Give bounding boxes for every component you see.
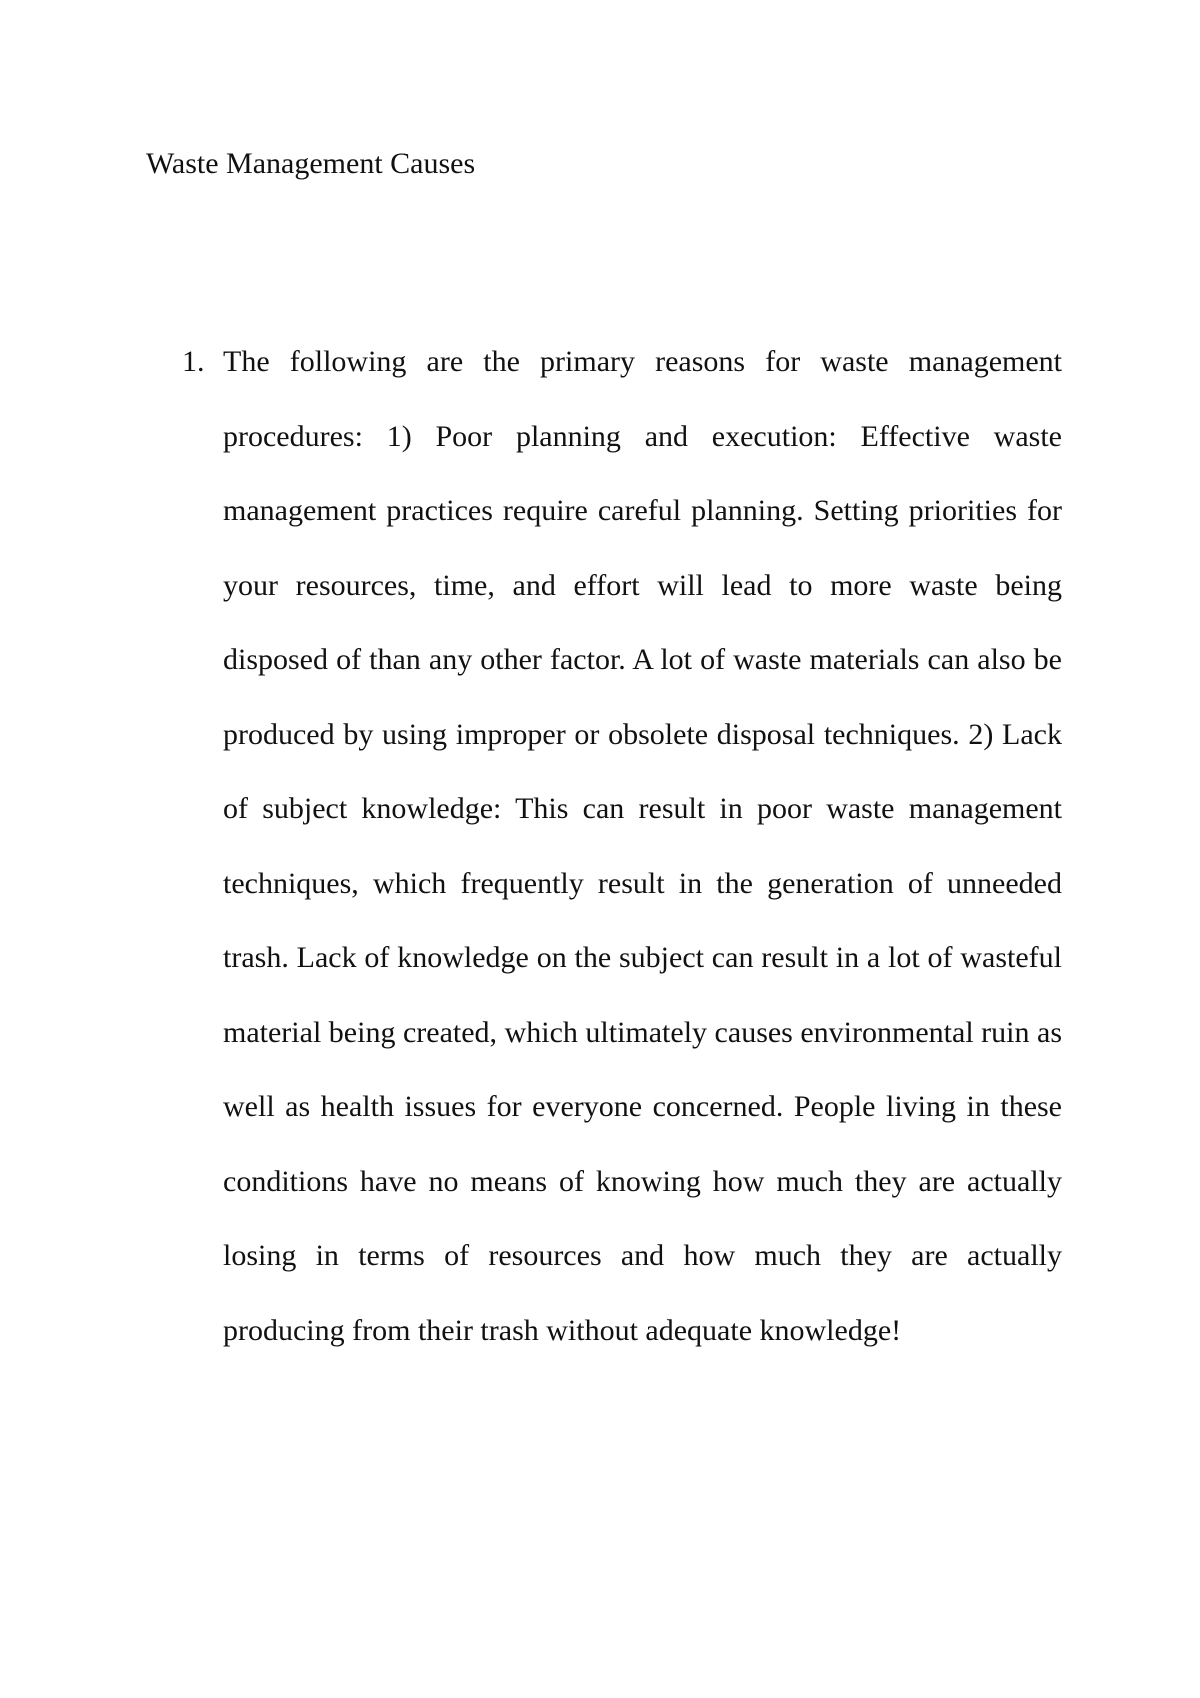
document-title: Waste Management Causes <box>146 147 476 180</box>
numbered-list <box>146 325 1062 1368</box>
list-item <box>146 325 1062 1368</box>
list-item-number: 1. <box>182 345 205 378</box>
list-item-paragraph: The following are the primary reasons for waste management procedures: 1) Poor planning and execution: Effective waste management practices require careful planning. Setting priorities for your resources, time, and effort will lead to more waste being disposed of than any other factor. A lot of waste materials can also be produced by using improper or obsolete disposal techniques. 2) Lack of subject knowledge: This can result in poor waste management techniques, which frequently result in the generation of unneeded trash. Lack of knowledge on the subject can result in a lot of wasteful material being created, which ultimately causes environmental ruin as well as health issues for everyone concerned. People living in these conditions have no means of knowing how much they are actually losing in terms of resources and how much they are actually producing from their trash without adequate knowledge! <box>223 345 1062 1347</box>
